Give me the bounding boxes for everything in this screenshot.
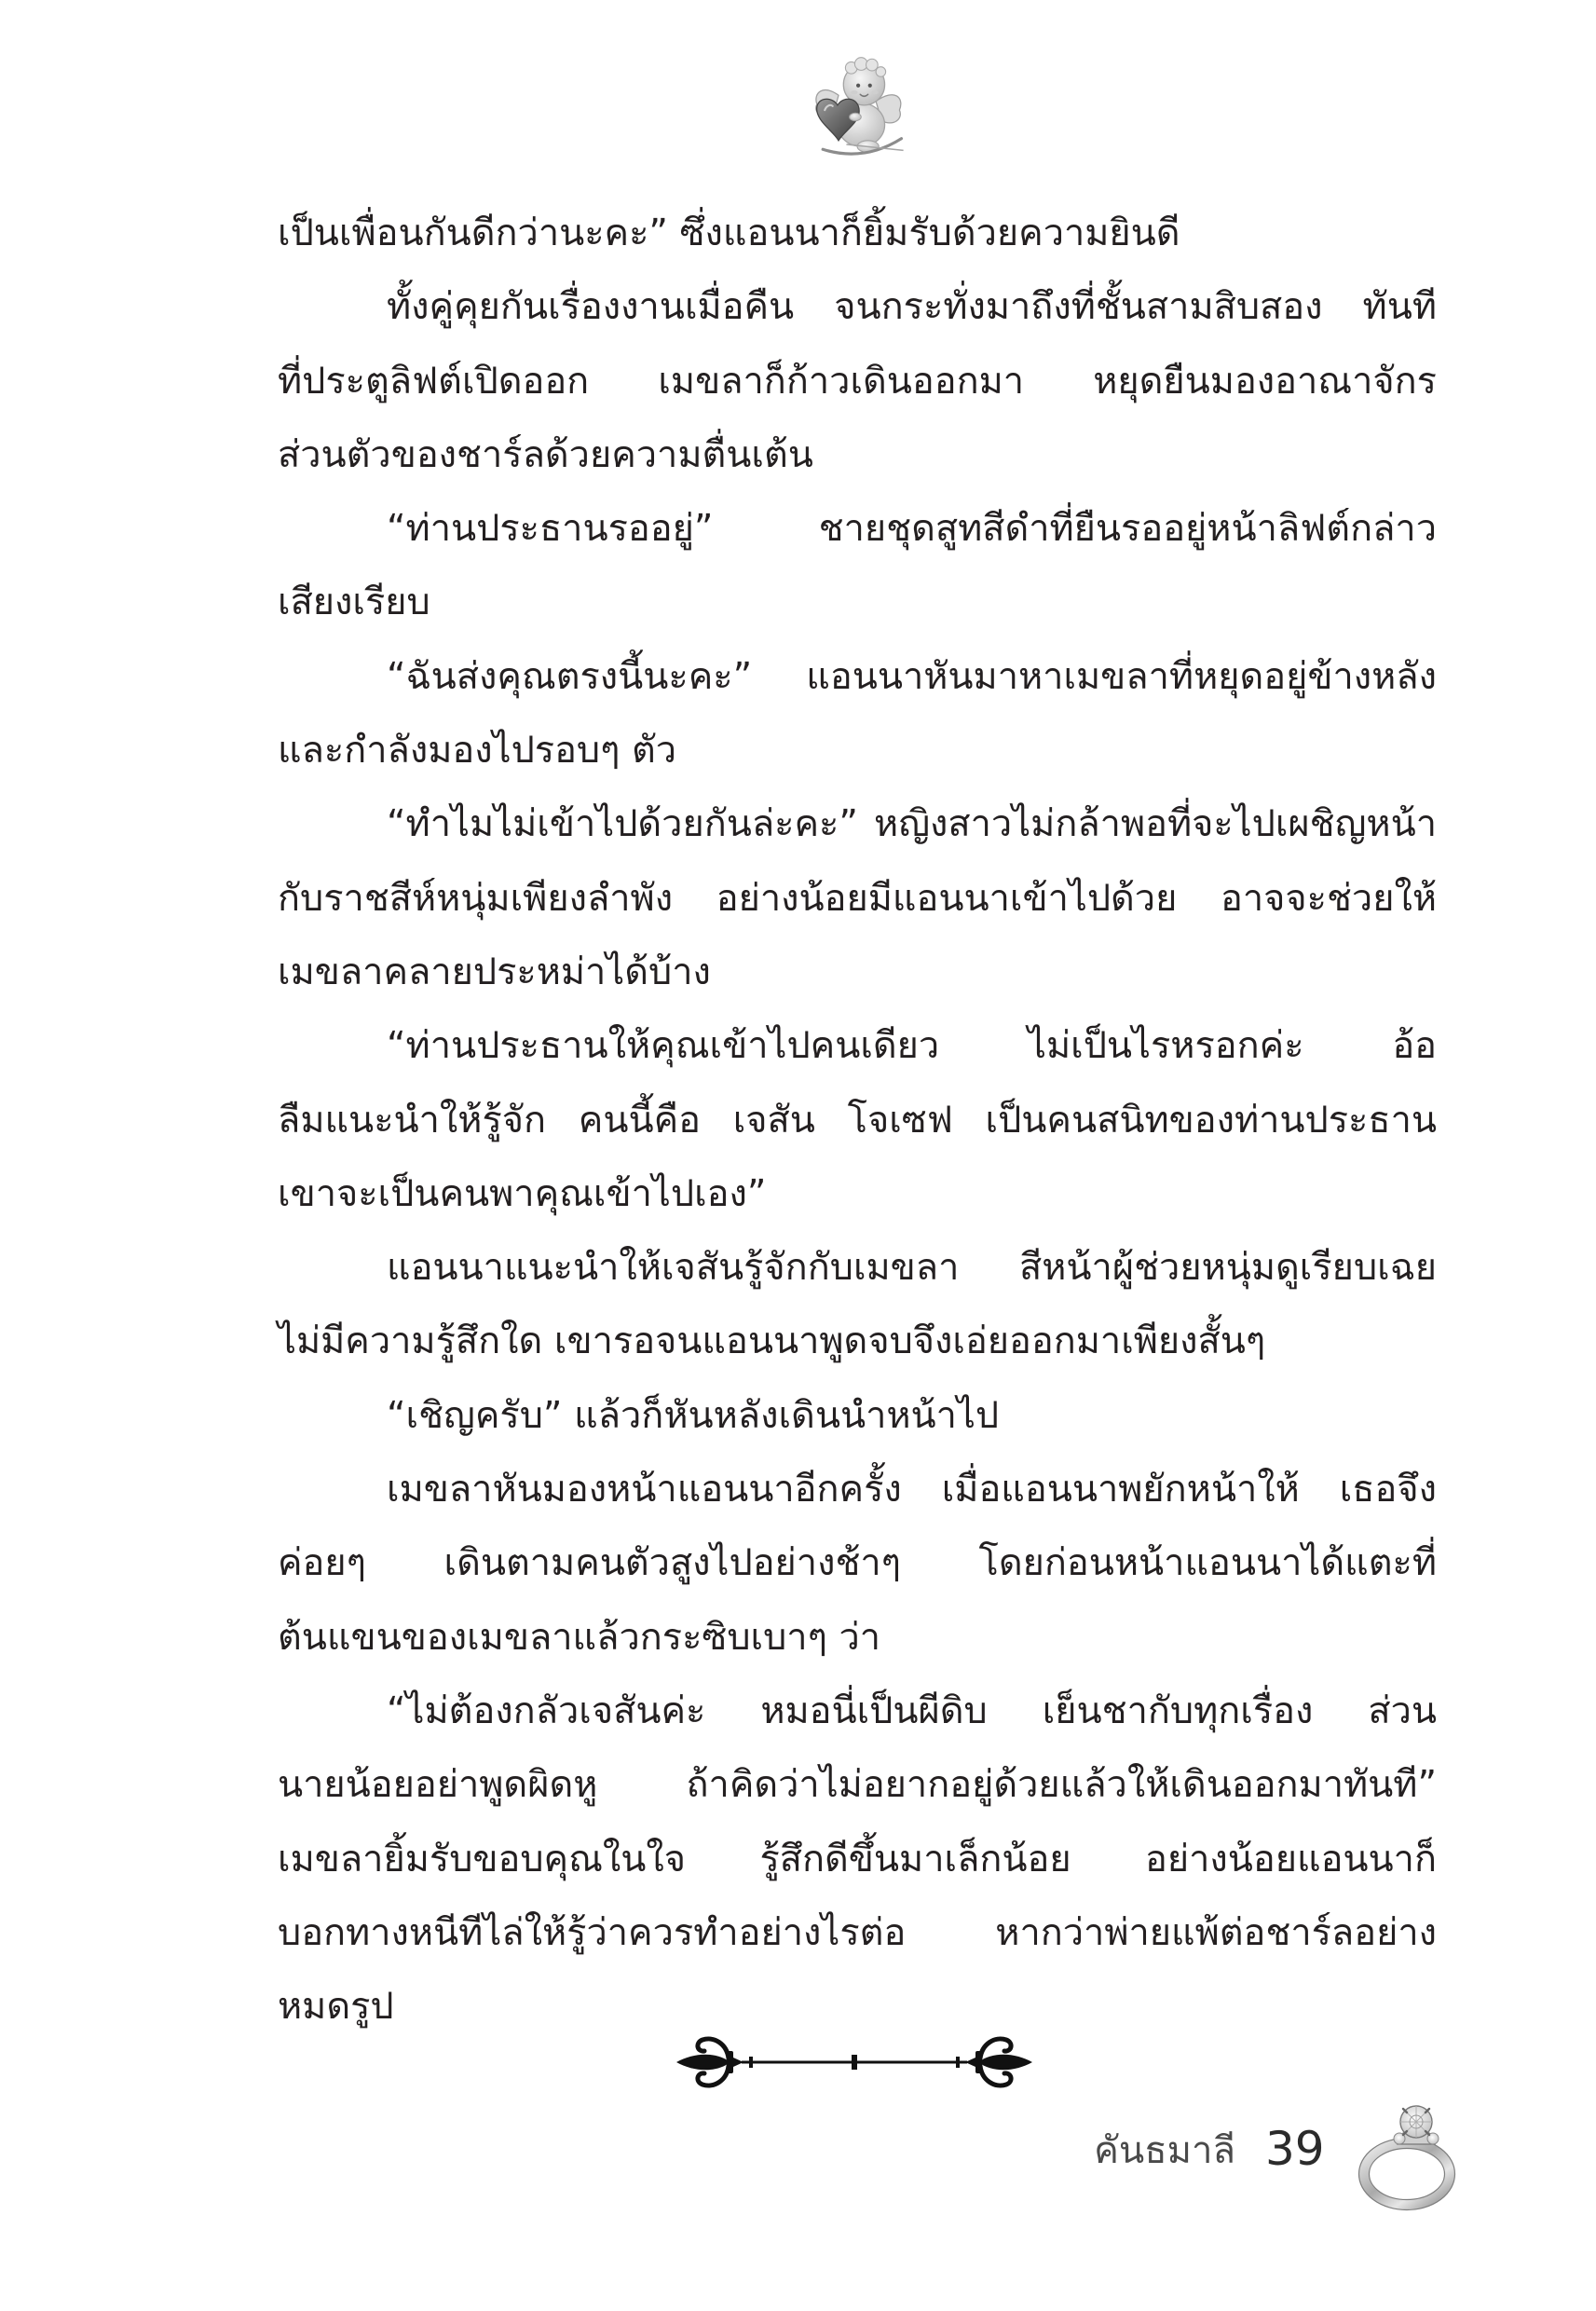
text-line: เมขลายิ้มรับขอบคุณในใจ รู้สึกดีขึ้นมาเล็กน้อย อย่างน้อยแอนนาก็: [278, 1837, 1437, 1880]
fleur-de-lis-divider-icon: [673, 2032, 1036, 2092]
paragraph: [278, 197, 1437, 270]
text-line: “ท่านประธานให้คุณเข้าไปคนเดียว ไม่เป็นไรหรอกค่ะ อ้อ: [387, 1024, 1437, 1068]
paragraph: [278, 1675, 1437, 2044]
text-line: ทั้งคู่คุยกันเรื่องงานเมื่อคืน จนกระทั่งมาถึงที่ชั้นสามสิบสอง ทันที: [387, 285, 1437, 329]
text-line: เมขลาหันมองหน้าแอนนาอีกครั้ง เมื่อแอนนาพยักหน้าให้ เธอจึง: [387, 1468, 1437, 1511]
text-line: เป็นเพื่อนกันดีกว่านะคะ” ซึ่งแอนนาก็ยิ้มรับด้วยความยินดี: [278, 212, 1180, 254]
diamond-ring-icon: [1357, 2096, 1463, 2212]
text-line: ค่อยๆ เดินตามคนตัวสูงไปอย่างช้าๆ โดยก่อนหน้าแอนนาได้แตะที่: [278, 1541, 1437, 1585]
text-line: ต้นแขนของเมขลาแล้วกระซิบเบาๆ ว่า: [278, 1615, 881, 1659]
paragraph: [278, 640, 1437, 788]
text-line: ไม่มีความรู้สึกใด เขารอจนแอนนาพูดจบจึงเอ่ยออกมาเพียงสั้นๆ: [278, 1320, 1266, 1363]
paragraph: [278, 1009, 1437, 1231]
text-line: เขาจะเป็นคนพาคุณเข้าไปเอง”: [278, 1171, 767, 1215]
text-line: “ทำไมไม่เข้าไปด้วยกันล่ะคะ” หญิงสาวไม่กล้าพอที่จะไปเผชิญหน้า: [387, 802, 1437, 846]
text-line: ลืมแนะนำให้รู้จัก คนนี้คือ เจสัน โจเซฟ เป็นคนสนิทของท่านประธาน: [278, 1098, 1437, 1142]
paragraph: [278, 787, 1437, 1009]
paragraph: [278, 270, 1437, 492]
text-line: เมขลาคลายประหม่าได้บ้าง: [278, 950, 711, 993]
text-line: กับราชสีห์หนุ่มเพียงลำพัง อย่างน้อยมีแอนนาเข้าไปด้วย อาจจะช่วยให้: [278, 876, 1437, 920]
paragraph: [278, 1379, 1437, 1453]
text-line: บอกทางหนีทีไล่ให้รู้ว่าควรทำอย่างไรต่อ หากว่าพ่ายแพ้ต่อชาร์ลอย่าง: [278, 1910, 1437, 1954]
text-line: ส่วนตัวของชาร์ลด้วยความตื่นเต้น: [278, 432, 813, 476]
text-line: “ฉันส่งคุณตรงนี้นะคะ” แอนนาหันมาหาเมขลาที่หยุดอยู่ข้างหลัง: [387, 654, 1437, 698]
paragraph: [278, 1231, 1437, 1379]
text-line: “เชิญครับ” แล้วก็หันหลังเดินนำหน้าไป: [387, 1393, 1000, 1437]
text-line: ที่ประตูลิฟต์เปิดออก เมขลาก็ก้าวเดินออกมา หยุดยืนมองอาณาจักร: [278, 359, 1437, 403]
page-number: 39: [1265, 2122, 1325, 2176]
cupid-with-heart-icon: [807, 54, 906, 162]
text-line: หมดรูป: [278, 1985, 394, 2029]
body-text: [278, 197, 1437, 2044]
text-line: “ไม่ต้องกลัวเจสันค่ะ หมอนี่เป็นผีดิบ เย็นชากับทุกเรื่อง ส่วน: [387, 1689, 1437, 1732]
running-footer-author: คันธมาลี: [1094, 2129, 1235, 2172]
paragraph: [278, 492, 1437, 640]
text-line: “ท่านประธานรออยู่” ชายชุดสูทสีดำที่ยืนรออยู่หน้าลิฟต์กล่าว: [387, 507, 1437, 551]
paragraph: [278, 1453, 1437, 1675]
text-line: และกำลังมองไปรอบๆ ตัว: [278, 729, 677, 773]
text-line: แอนนาแนะนำให้เจสันรู้จักกับเมขลา สีหน้าผู้ช่วยหนุ่มดูเรียบเฉย: [387, 1246, 1437, 1290]
text-line: เสียงเรียบ: [278, 581, 430, 624]
text-line: นายน้อยอย่าพูดผิดหู ถ้าคิดว่าไม่อยากอยู่ด้วยแล้วให้เดินออกมาทันที”: [278, 1763, 1437, 1807]
